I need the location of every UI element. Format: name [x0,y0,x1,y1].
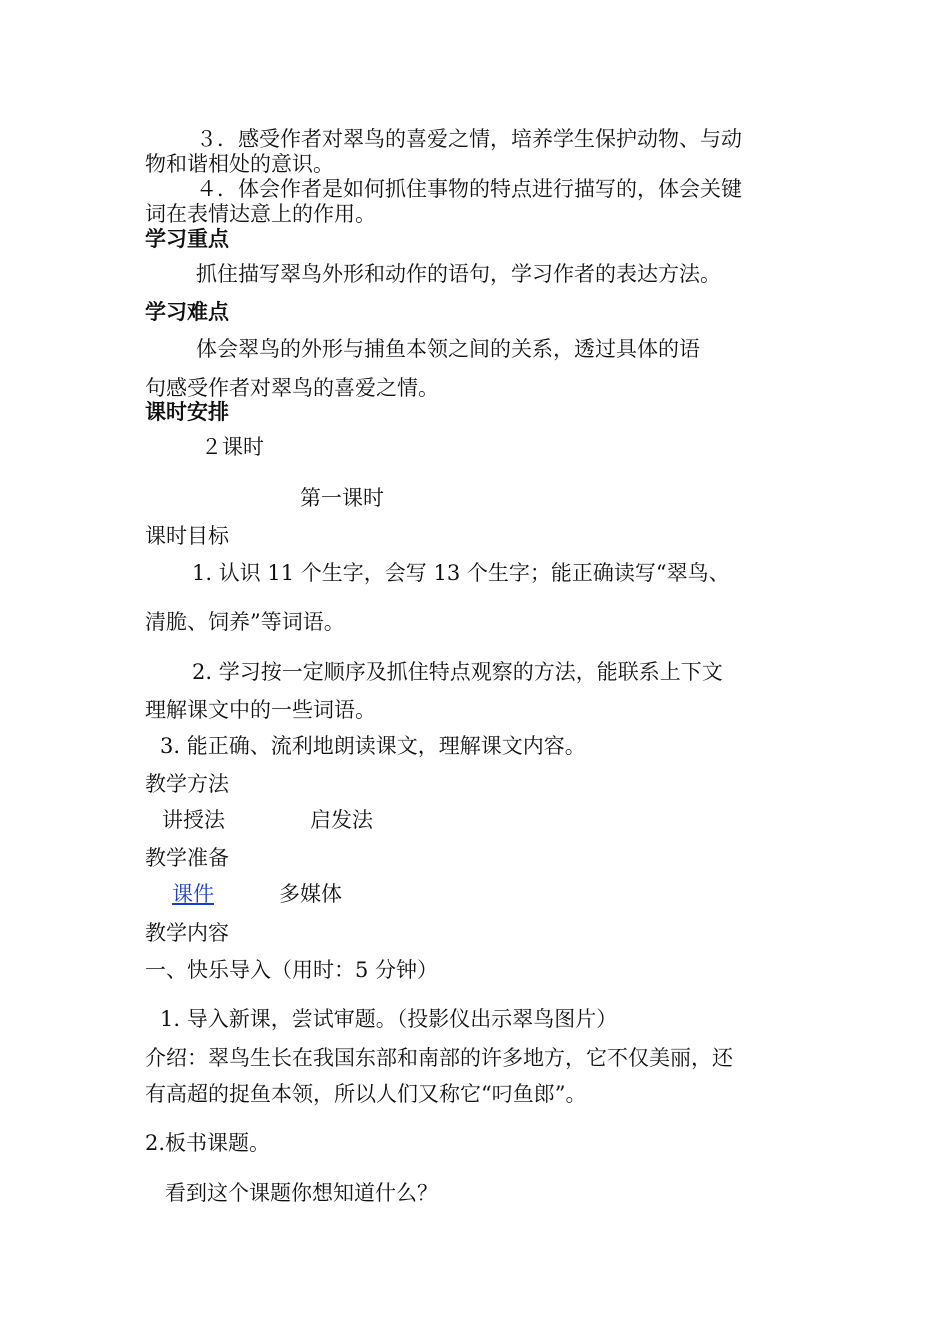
key-points-text: 抓住描写翠鸟外形和动作的语句，学习作者的表达方法。 [196,262,721,286]
key-points-heading: 学习重点 [145,227,229,251]
lesson-title: 第一课时 [300,486,384,510]
objective-3: 3. 能正确、流利地朗读课文，理解课文内容。 [160,734,586,758]
prep-heading: 教学准备 [145,846,229,870]
method-lecture: 讲授法 [162,808,225,832]
method-heading: 教学方法 [145,772,229,796]
goal-4-line-2: 词在表情达意上的作用。 [145,202,376,226]
objective-1-line-1: 1. 认识 11 个生字，会写 13 个生字；能正确读写“翠鸟、 [192,561,730,585]
step-1: 1. 导入新课，尝试审题。（投影仪出示翠鸟图片） [160,1007,618,1031]
difficulties-line-2: 句感受作者对翠鸟的喜爱之情。 [145,376,439,400]
section-1-heading: 一、快乐导入（用时：5 分钟） [145,958,439,982]
difficulties-line-1: 体会翠鸟的外形与捕鱼本领之间的关系，透过具体的语 [196,337,700,361]
intro-line-2: 有高超的捉鱼本领，所以人们又称它“叼鱼郎”。 [145,1082,587,1106]
step-2: 2.板书课题。 [145,1131,271,1155]
goal-3-line-1: ３．感受作者对翠鸟的喜爱之情，培养学生保护动物、与动 [196,127,742,151]
method-heuristic: 启发法 [310,808,373,832]
objectives-heading: 课时目标 [145,524,229,548]
content-heading: 教学内容 [145,921,229,945]
schedule-heading: 课时安排 [145,400,229,424]
question: 看到这个课题你想知道什么？ [165,1181,438,1205]
courseware-link[interactable]: 课件 [172,882,214,906]
prep-multimedia: 多媒体 [279,882,342,906]
intro-line-1: 介绍：翠鸟生长在我国东部和南部的许多地方，它不仅美丽，还 [145,1046,733,1070]
schedule-text: ２课时 [201,435,264,459]
difficulties-heading: 学习难点 [145,300,229,324]
objective-2-line-2: 理解课文中的一些词语。 [145,698,376,722]
objective-2-line-1: 2. 学习按一定顺序及抓住特点观察的方法，能联系上下文 [192,660,723,684]
goal-4-line-1: ４．体会作者是如何抓住事物的特点进行描写的，体会关键 [196,177,742,201]
goal-3-line-2: 物和谐相处的意识。 [145,152,334,176]
objective-1-line-2: 清脆、饲养”等词语。 [145,610,345,634]
